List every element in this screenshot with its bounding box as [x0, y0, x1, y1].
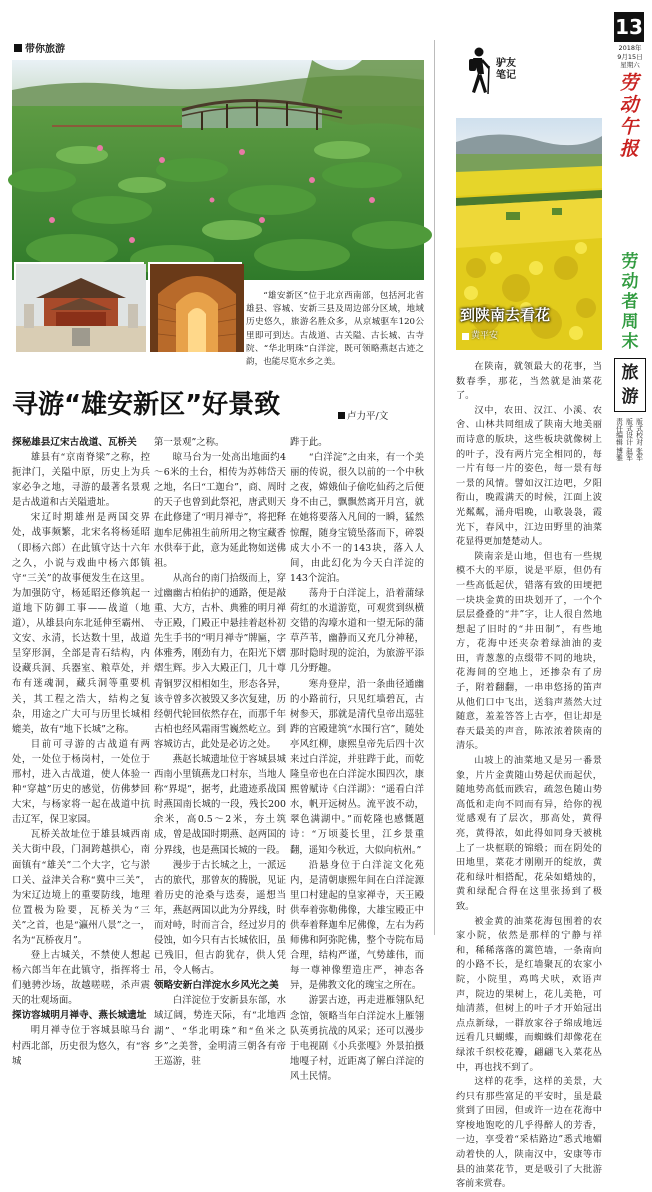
paragraph: 在陕南，就领最大的花事，当数春季，那花，当然就是油菜花了。: [456, 361, 602, 402]
temple-photo: [14, 262, 144, 350]
paragraph: 陕南亲是山地，但也有一些规模不大的平原，说是平原，但仍有一些高低起伏，错落有致的田埂把一块块金黄的田块划开了，一个个层层叠叠的“井”字，让人很自然地想起了旧时的“井田制”，有些地方，花海中还夹杂着绿油油的麦田，青葱葱的点缀带不同的地块，花海间的空地上，还掺杂有了房子，附着翻翻，一串串悠扬的笛声从他们口中飞出，送翁声蒸然大过随意，羞羞答答上古亭，但让却是春天最美的声音，陈浓浓着陕南的清乐。: [456, 550, 602, 752]
subheading-2: 探访容城明月禅寺、燕长城遗址: [12, 1010, 147, 1022]
tunnel-photo: [148, 262, 242, 350]
paragraph: 第一景观”之称。: [154, 437, 225, 448]
paragraph: 荡舟于白洋淀上，沿着蒲绿荷红的水道游览，可观赏到纵横交错的沟壕水道和一望无际的蒲草芦苇，幽静而又充几分神秘，那时隐时现的淀泊，为旅游平添几分野趣。: [290, 587, 424, 675]
paragraph: 游罢古迹，再走进雁翎队纪念馆，领略当年白洋淀水上雁翎队英勇抗战的风采；还可以漫步于电视剧《小兵张嘎》外景拍摄地嘎子村，近距离了解白洋淀的风土民情。: [290, 995, 424, 1082]
right-feature-byline: 黄平安: [462, 330, 498, 342]
square-bullet-icon: [462, 333, 469, 340]
paragraph: 从高台的南门拾级而上，穿过幽幽古柏佑护的通路，便是敲重、大方，古朴、典雅的明月禅寺正殿，门殿正中悬挂着赵朴初先生手书的“明月禅寺”牌匾，字体雅秀，刚劲有力，在阳光下熠熠生辉。步入大殿正门，几十尊青铜罗汉相相如生，形态各异，该寺曾多次被毁又多次复建，历经朝代轮回依然存在，而那千年古柏也经风霜雨雪巍然屹立。到容城访古，此处是必访之处。: [154, 572, 286, 750]
subsection-label: 旅游: [614, 358, 646, 412]
editor-credits: [604, 418, 652, 508]
credit-line: 责任编辑 博雅: [614, 418, 623, 461]
paragraph: 登上古城关，不禁使人想起杨六郎当年在此镇守，指挥将士们驰骋沙场，故越嗟嗟，杀声震天的壮观场面。: [12, 950, 150, 1007]
article-column-2: [154, 435, 286, 1067]
paragraph: 明月禅寺位于容城县晾马台村西北部，历史很为悠久，有“容城: [12, 1025, 150, 1067]
subheading-3: 领略安新白洋淀水乡风光之美: [154, 980, 279, 992]
paragraph: 燕赵长城遗址位于容城县城西南小里镇燕龙口村东，当地人称“界堤”，据考，此遗迹系战国时燕国南长城的一段，残长200余米，高0.5～2米，夯土筑成，曾是战国时期燕、赵两国的分界线，也是燕国长城的一段。: [154, 753, 286, 856]
column-divider: [434, 40, 435, 935]
subheading-1: 探秘雄县辽宋古战道、瓦桥关: [12, 437, 137, 448]
credit-line: 版式校对 张军: [634, 418, 643, 461]
credit-line: 版式设计 赵军: [624, 418, 633, 461]
column-tag-left: 带你旅游: [14, 40, 65, 55]
article-column-3: [290, 435, 424, 1082]
square-bullet-icon: [14, 44, 22, 52]
right-article-text: [456, 360, 602, 1190]
paragraph: 山坡上的油菜地又是另一番景象，片片金黄随山势起伏而起伏，随地势高低而跌宕，疏忽色随山势高低和走向不同而有异，给你的视觉感观有了层次，那高处，黄得亮，黄得浓，如此得如同身天被桃上了一块框联的锦缎；而在阴处的田地里，菜花才刚刚开的绽放，黄花和绿叶相搭配，花朵如蜡烛的，黄和绿配合得在这里张扬到了极致。: [456, 755, 602, 912]
section-label: 劳动者周末: [621, 252, 639, 352]
paragraph: 漫步于古长城之上，一派远古的旅代，那曾灰的腾脱，见证着历史的沧桑与迭奏，遥想当年，燕赵两国以此为分界线，时而对峙，时而言合，经过岁月的侵蚀，如今只有古长城依旧，虽已残旧，但古韵犹存，供人凭吊，令人畅古。: [154, 859, 286, 977]
paragraph: 这样的花季，这样的美景，大约只有那些富足的平安时，虽是最赏到了田园，但或许一边在花海中穿梭地饱吃的几乎得醉人的芳香，一边，享受着“采桔路边”悉式地媚动着快的人，陕南汉中，安康等市县的油菜花节，更是吸引了大批游客前来赏春。: [456, 1076, 602, 1190]
paragraph: 雄县有“京南脊梁”之称，控扼津门，关隘中原，历史上为兵家必争之地，寻游的最著名景观是古战道和古关隘遗址。: [12, 452, 150, 509]
paragraph: 白洋淀位于安新县东部，水域辽阔，势连天际，有“北地西湖”、“华北明珠”和“鱼米之乡”之美誉，金明清三朝各有帝王巡游，驻: [154, 995, 286, 1067]
article-column-1: [12, 435, 150, 1067]
paragraph: 寒舟登岸，沿一条曲径通幽的小路前行，只见红墙碧瓦，古树参天，那就是清代皇帝出巡驻跸的宫殿建筑“水围行宫”，随处亭风红柳，康熙皇帝先后四十次来过白洋淀，并驻跸于此，而乾隆皇帝也在白洋淀水围四次，康熙曾赋诗《白洋湖》：“遥看白洋水，帆开远树丛。流平波不动，翠色满湖中。”而乾隆也感慨题诗：“万顷菱长里，江乡景重翻，遥知今秋近，大似向杭州。”: [290, 678, 424, 856]
paragraph: 跸于此。: [290, 437, 328, 448]
issue-date: 2018年 9月15日 星期六: [617, 44, 643, 69]
right-feature-title: 到陕南去看花: [460, 306, 551, 324]
lotus-pond-bridge-photo: [12, 60, 424, 280]
paragraph: 沿悬身位于白洋淀文化苑内，是清朝康熙年间在白洋淀源里口村建起的皇家禅寺，天王殿供奉着弥勒佛像，大雄宝殿正中供奉着释迦牟尼佛像，左右为药师佛和阿弥陀佛，整个寺院布局合理，结构严谨，气势雄伟，而每一尊神像塑造庄严，神态各异，是佛教文化的瑰宝之所在。: [290, 859, 424, 992]
paragraph: 汉中，农田、汉江、小溪、农舍、山林共同组成了陕南大地美丽而诗意的版块，这些板块就像树上的叶子，没有两片完全相同的，每一片有每一片的姿色，每一景有每一景的风情。譬如汉江边吧，夕阳衔山，晚霞满天的时候，江面上波光粼粼，涌舟唱晚，山歌袅袅，霞光下，春风中，江边田野里的油菜花显得更加楚楚动人。: [456, 404, 602, 548]
paragraph: 晾马台为一处高出地面约4～6米的土台，相传为苏韩岱天之地，名曰“工迦台”，商、周时的天子也曾到此祭祀，唐武则天在此修建了“明月禅寺”，将把释迦牟尼佛祖生前所用之物宝藏香水供奉于此，意为延此物如送佛祖。: [154, 452, 286, 569]
square-bullet-icon: [338, 412, 345, 419]
paragraph: 瓦桥关故址位于雄县城西南关大街中段，门洞跨越拱心，南面镇有“雄关”二个大字，它与淤口关、益津关合称“冀中三关”，为宋辽边境上的重要防线，地理位置极为险要，瓦桥关为“三关”之首，也是“瀛州八景”之一，名为“瓦桥夜月”。: [12, 829, 150, 946]
hiker-icon: [462, 46, 492, 96]
paragraph: “白洋淀”之由来，有一个美丽的传说，很久以前的一个中秋之夜，嫦娥仙子偷吃仙药之后便身不由己，飘飘然离开月宫，就在她将要落入凡间的一瞬，猛然惊醒，随身宝镜坠落而下，碎裂成大小不一的143块，落入人间，由此幻化为今天白洋淀的143个淀泊。: [290, 452, 424, 584]
paper-name-logo: 劳动午报: [619, 72, 639, 160]
feature-caption: “雄安新区”位于北京西南部，包括河北省雄县、容城、安新三县及周边部分区域，地域历史悠久，旅游名胜众多，从京城驱车120公里即可到达。古战道、古关隘、古长城、古寺院、“华北明珠”白洋淀，既可领略燕赵古迹之韵，也能尽览水乡之美。: [246, 291, 424, 368]
paragraph: 宋辽时期雄州是两国交界处，战事频繁，北宋名将杨延昭（即杨六郎）在此镇守达十六年之久，小说与戏曲中杨六郎镇守“三关”的故事便发生在这里。为加强防守，杨延昭还修筑起一道地下防御工事——战道（地道），从雄县向东北延伸至霸州、文安、永清，长达数十里，战道呈穿形洞，全部是青石结构，内设藏兵洞、兵器室、粮草处，并布有迷魂洞，藏兵洞等重要机关，其工程之浩大，结构之复杂，用途之广大可与历里长城相媲美，故有“地下长城”之称。: [12, 512, 150, 735]
paragraph: 目前可寻游的古战道有两处，一处位于杨岗村，一处位于邢村，进入古战道，使人体验一种“穿越”历史的感觉，仿佛梦回大宋，与杨家将一起在战道中抗击辽军，保卫家园。: [12, 738, 150, 826]
column-tag-right: 驴友笔记: [496, 58, 516, 81]
feature-headline: 寻游“雄安新区”好景致: [12, 390, 281, 420]
paragraph: 被金黄的油菜花海包围着的农家小院，依然是那样的宁静与祥和，稀稀落落的篱笆墙，一条南向的小路不长，是红墙聚瓦的农家小院，小院里，鸡鸣犬吠，欢语声声，院边的果树上，花儿美艳，可灿清蒸，但树上的叶子才开始冠出点点新绿，一群放家谷子绵成地远远看几只蝴蝶，而蜘蛛们却像花在绿浓千织校花瓣，翩翩飞入菜花丛中，再也找不到了。: [456, 915, 602, 1073]
page-number-box: 13: [614, 12, 644, 42]
feature-byline: 卢力平/文: [338, 408, 388, 422]
